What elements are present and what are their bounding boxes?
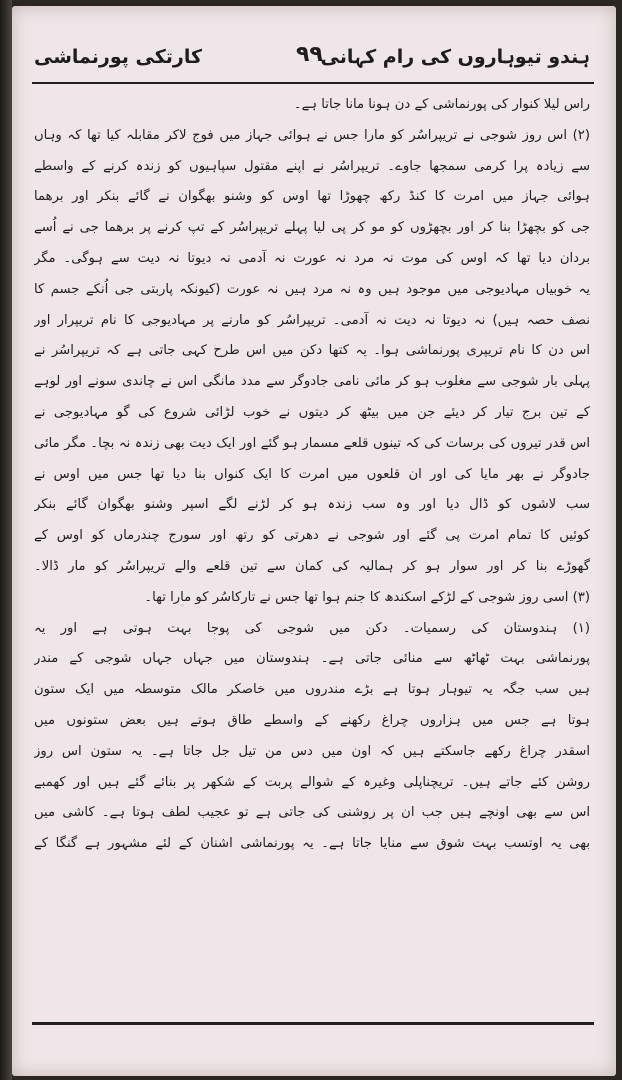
text-line: ہوائی جہاز میں امرت کا کنڈ رکھ چھوڑا تھا اوس کو وشنو بھگوان نے گائے بنکر اور برھما [34,189,590,205]
text-line: ہیں سب جگہ یہ تیوہار ہوتا ہے بڑے مندروں میں خاصکر مالک متوسطہ میں ایک ستون [34,682,590,698]
book-spine-shadow [0,0,12,1080]
text-line: اس دن کا نام تریپری پورنماشی ہوا۔ یہ کتھا دکن میں اس طرح کہی جاتی ہے کہ تریپراسُر نے [34,343,590,359]
text-line: بھی یہ اوتسب بہت شوق سے منایا جاتا ہے۔ یہ پورنماشی اشنان کے لئے مشہور ہے گنگا کے [34,836,590,852]
text-line: (۱) ہندوستان کی رسمیات۔ دکن میں شوجی کی پوجا بہت ہوتی ہے اور یہ [34,620,590,636]
text-line: پہلی بار شوجی سے مغلوب ہو کر مائی نامی جادوگر سے مدد مانگی اس نے چاندی سونے اور لوہے [34,374,590,390]
text-line: روشن کئے جاتے ہیں۔ تریچناپلی وغیرہ کے شوالے پربت کے شکھر پر بنائے گئے ہیں اور کھمبے [34,774,590,790]
text-line: (۳) اسی روز شوجی کے لڑکے اسکندھ کا جنم ہوا تھا جس نے تارکاسُر کو مارا تھا۔ [144,589,590,605]
body-text [34,90,590,1016]
text-line: سب لاشوں کو ڈال دیا اور وہ سب زندہ ہو کر لڑنے لگے اسپر وشنو بھگوان گائے بنکر [34,497,590,513]
text-line: اسقدر چراغ رکھے جاسکتے ہیں کہ اون میں دس من تیل جل جاتا ہے۔ یہ ستون اس روز [34,743,590,759]
text-line: اس سے بھی اونچے ہیں جب ان پر روشنی کی جاتی ہے تو عجیب لطف ہوتا ہے۔ کاشی میں [34,805,590,821]
text-line: پورنماشی بہت ٹھاٹھ سے منائی جاتی ہے۔ ہندوستان میں جہاں جہاں شوجی کے مندر [34,651,590,667]
text-line: (۲) اس روز شوجی نے تریپراسُر کو مارا جس نے ہوائی جہاز میں فوج لاکر مقابلہ کیا تھا کہ وہاں [34,127,590,143]
text-line: کوئیں کا تمام امرت پی گئے اور شوجی نے دھرتی کو رتھ اور سورج چندرماں کو اوس کے [34,528,590,544]
running-title: ہندو تیوہاروں کی رام کہانی [320,46,590,68]
footer-rule [32,1022,594,1025]
text-line: جادوگر نے بھر مایا کی اور ان قلعوں میں امرت کا ایک کنواں بنا دیا تھا جس میں اوس نے [34,466,590,482]
text-line: جی کو بچھڑا بنا کر اور بچھڑوں کو مو کر پی لیا پہلے تریپراسُر کے تپ کرنے پر برھما جی نے اُسے [34,220,590,236]
text-line: نصف حصہ ہیں) نہ دیوتا نہ دیت نہ آدمی۔ تریپراسُر کو مارنے پر مہادیوجی کا نام تریپرار اور [34,312,590,328]
text-line: ہوتا ہے جس میں ہزاروں چراغ رکھنے کے واسطے طاق ہوتے ہیں بعض ستونوں میں [34,712,590,728]
text-line: راس لیلا کنوار کی پورنماشی کے دن ہونا مانا جاتا ہے۔ [293,97,590,112]
text-line: گھوڑے بنا کر اور سوار ہو کر ہمالیہ کی کمان سے تین قلعے والے تریپراسُر کو مار ڈالا۔ [34,558,590,574]
header-rule [32,82,594,84]
text-line: یہ خوبیاں مہادیوجی میں موجود ہیں وہ نہ مرد ہیں نہ عورت (کیونکہ پاربتی جی اُنکے جسم کا [34,281,590,297]
chapter-title: کارتکی پورنماشی [34,46,203,68]
text-line: سے زیادہ پرا کرمی سمجھا جاوے۔ تریپراسُر نے اپنے مقتول سپاہیوں کو زندہ کرنے کے واسطے [34,158,590,174]
text-line: بردان دیا تھا کہ اوس کی موت نہ مرد نہ عورت نہ آدمی نہ دیوتا نہ دیت سے ہوگی۔ مگر [34,250,590,266]
page-number: ۹۹ [296,42,323,67]
page-header [28,38,594,82]
text-line: کے تین برج تیار کر دیئے جن میں بیٹھ کر دیتوں نے خوب لڑائی شروع کی گو مہادیوجی نے [34,404,590,420]
text-line: اس قدر تیروں کی برسات کی کہ تینوں قلعے مسمار ہو گئے اور ایک دیت بھی زندہ نہ بچا۔ مگر مائی [34,435,590,451]
